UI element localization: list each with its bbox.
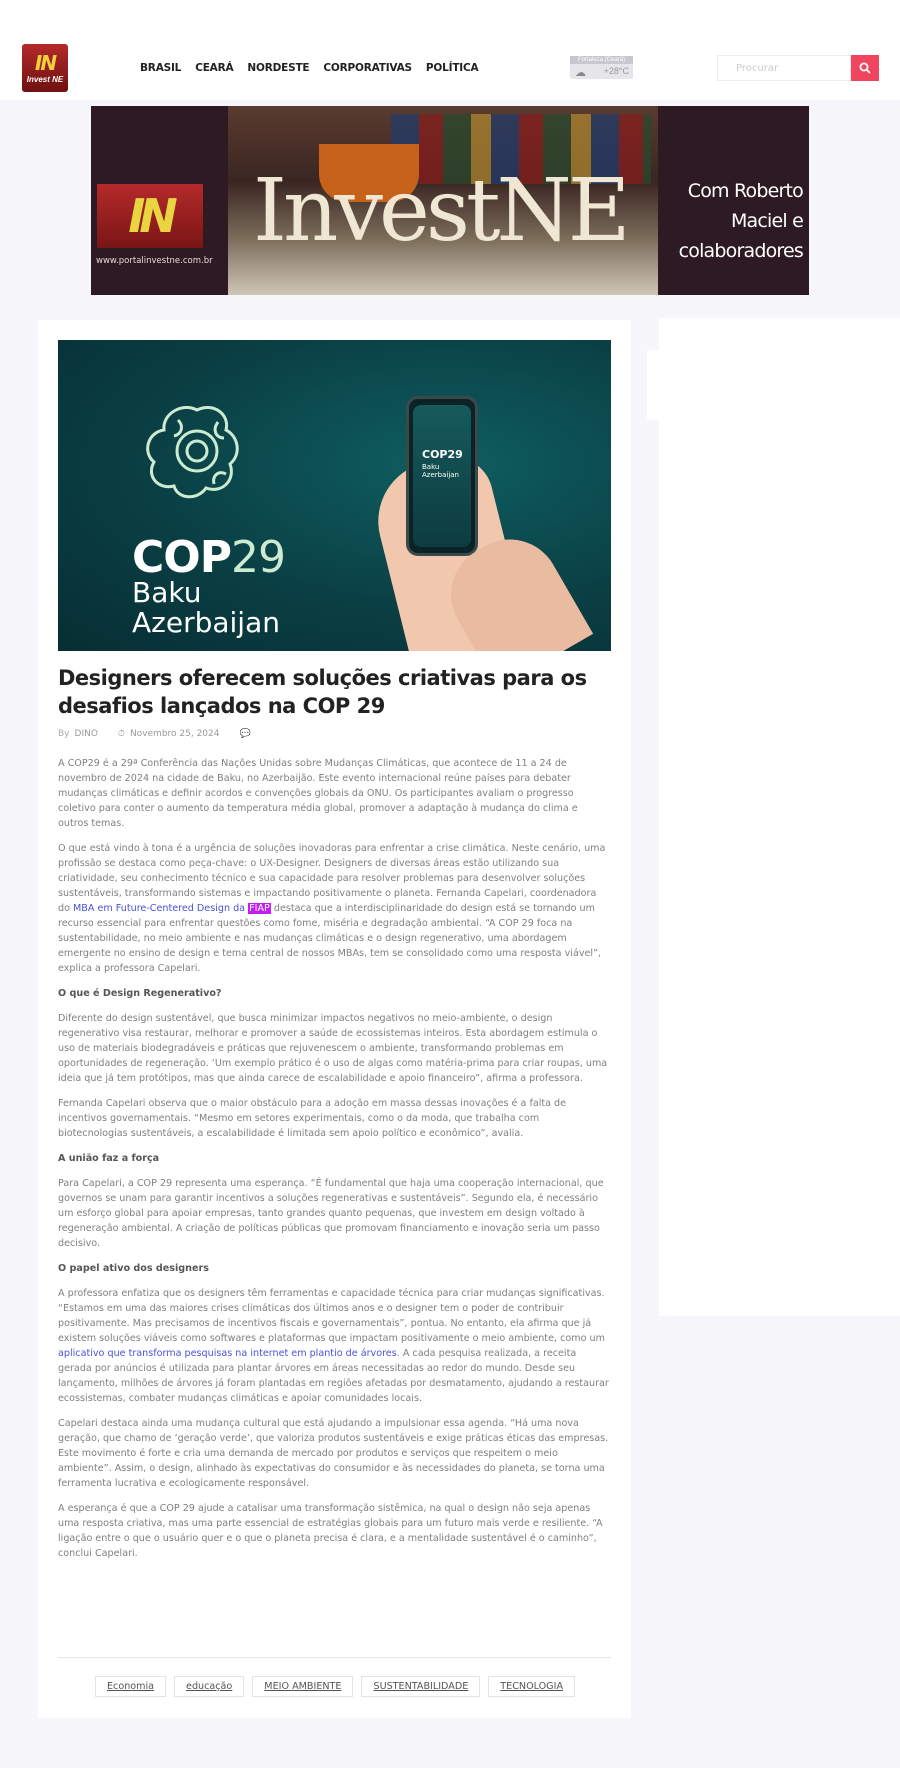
tag-tecnologia[interactable]: TECNOLOGIA <box>488 1676 575 1697</box>
paragraph-text: O que está vindo à tona é a urgência de soluções inovadoras para enfrentar a crise climática. Neste cenário, uma profissão se destaca como peça-chave: o UX-Designer. Designers de diversas áreas estão utilizando sua criatividade, seu conhecimento técnico e sua capacidade para resolver problemas para desenvolver soluções sustentáveis, transformando sistemas e impactando positivamente o planeta. Fernanda Capelari, coordenadora do <box>58 843 606 914</box>
hero-cop-number: 29 <box>230 532 285 583</box>
section-heading: A união faz a força <box>58 1153 160 1164</box>
hero-phone <box>406 396 478 556</box>
logo-mark: IN <box>34 50 56 75</box>
mba-link[interactable] <box>73 903 271 914</box>
main-nav <box>140 62 478 74</box>
hero-cop-word: COP <box>132 532 231 583</box>
section-heading: O que é Design Regenerativo? <box>58 988 222 999</box>
site-header <box>0 0 900 100</box>
phone-city-line2: Azerbaijan <box>422 471 459 479</box>
search-input[interactable] <box>718 57 850 81</box>
author-link[interactable]: DINO <box>74 729 98 739</box>
banner-logo <box>97 184 203 248</box>
paragraph-text: destaca que a interdisciplinaridade do design está se tornando um recurso essencial para enfrentar questões como fome, miséria e degradação ambiental. “A COP 29 foca na sustentabilidade, no meio ambiente e nas mudanças climáticas e o design regenerativo, uma abordagem emergente no ensino de design e tema central de nossos MBAs, tem se consolidado como uma resposta viável”, explica a professora Capelari. <box>58 903 602 974</box>
paragraph-text: . A cada pesquisa realizada, a receita gerada por anúncios é utilizada para plantar árvores em áreas necessitadas ao redor do mundo. Desde seu lançamento, milhões de árvores já foram plantadas em regiões afetadas por desmatamento, ajudando a restaurar ecossistemas, combater mudanças climáticas e apoiar comunidades locais. <box>58 1348 609 1404</box>
tag-economia[interactable]: Economia <box>95 1676 166 1697</box>
banner-tagline: Com Roberto Maciel e colaboradores <box>678 180 803 262</box>
logo-text: Invest NE <box>26 74 64 84</box>
section-heading: O papel ativo dos designers <box>58 1263 209 1274</box>
article-body <box>58 756 611 1571</box>
paragraph: Para Capelari, a COP 29 representa uma esperança. “É fundamental que haja uma cooperação internacional, que governos se unam para garantir incentivos a soluções regenerativas e sustentáveis”. Segundo ela, é necessário um esforço global para apoiar empresas, tanto grandes quanto pequenas, que investem em design voltado à regeneração ambiental. A criação de políticas públicas que promovam financiamento e inovação seria um passo decisivo. <box>58 1178 604 1249</box>
by-label: By <box>58 729 70 739</box>
article-date: Novembro 25, 2024 <box>129 729 220 739</box>
phone-city-label <box>422 463 459 479</box>
search-icon <box>859 62 871 74</box>
hero-city-line1: Baku <box>132 576 202 609</box>
paragraph: A COP29 é a 29ª Conferência das Nações Unidas sobre Mudanças Climáticas, que acontece de 11 a 24 de novembro de 2024 na cidade de Baku, no Azerbaijão. Este evento internacional reúne países para debater mudanças climáticas e definir acordos e convenções globais da ONU. Os participantes avaliam o progresso coletivo para conter o aumento da temperatura média global, promover a adaptação à mudança do clima e outros temas. <box>58 758 578 829</box>
search-button[interactable] <box>851 55 879 81</box>
tag-list <box>95 1676 575 1697</box>
phone-cop-label: COP29 <box>422 448 463 461</box>
banner-title: InvestNE <box>253 161 627 261</box>
tag-meio-ambiente[interactable]: MEIO AMBIENTE <box>252 1676 353 1697</box>
fiap-highlight: FIAP <box>249 903 270 914</box>
app-link[interactable]: aplicativo que transforma pesquisas na internet em plantio de árvores <box>58 1348 397 1359</box>
comment-icon[interactable]: 💬 <box>239 729 251 739</box>
article-title: Designers oferecem soluções criativas para os desafios lançados na COP 29 <box>58 666 587 718</box>
mba-link-text: MBA em Future-Centered Design da <box>73 903 249 914</box>
nav-item-brasil[interactable]: BRASIL <box>140 62 182 74</box>
paragraph <box>58 1286 611 1406</box>
paragraph <box>58 841 611 976</box>
paragraph-text: A professora enfatiza que os designers têm ferramentas e capacidade técnica para criar mudanças significativas. “Estamos em uma das maiores crises climáticas dos últimos anos e o designer tem o poder de contribuir positivamente. Mas precisamos de incentivos fiscais e governamentais”, pontua. No entanto, ela afirma que já existem soluções viáveis como softwares e plataformas que impactam positivamente o meio ambiente, como um <box>58 1288 605 1344</box>
weather-city: Fortaleza (Ceará) <box>570 56 633 64</box>
site-logo[interactable] <box>22 44 68 92</box>
paragraph: Diferente do design sustentável, que busca minimizar impactos negativos no meio-ambiente, o design regenerativo visa restaurar, melhorar e promover a saúde de ecossistemas inteiros. Esta abordagem estimula o uso de materiais biodegradáveis e práticas que rejuvenescem o ambiente, transformando problemas em oportunidades de regeneração. ‘Um exemplo prático é o uso de algas como matéria-prima para criar roupas, uma ideia que já tem protótipos, mas que ainda carece de escalabilidade e apoio financeiro”, afirma a professora. <box>58 1013 608 1084</box>
clock-icon: ⏱ <box>117 729 125 739</box>
sidebar <box>659 318 900 1316</box>
article-meta <box>58 729 251 739</box>
hero-city-line2: Azerbaijan <box>132 606 280 639</box>
search-box <box>717 55 851 81</box>
paragraph: Fernanda Capelari observa que o maior obstáculo para a adoção em massa dessas inovações é a falta de incentivos governamentais. “Mesmo em setores experimentais, como o da moda, que trabalha com biotecnologias sustentáveis, a escalabilidade é limitada sem apoio político e econômico”, avalia. <box>58 1098 567 1139</box>
phone-city-line1: Baku <box>422 463 440 471</box>
featured-image <box>58 340 611 651</box>
tag-sustentabilidade[interactable]: SUSTENTABILIDADE <box>361 1676 480 1697</box>
nav-item-ceara[interactable]: CEARÁ <box>195 62 234 74</box>
sidebar-notch <box>647 350 659 420</box>
nav-item-politica[interactable]: POLÍTICA <box>425 62 479 74</box>
nav-item-corporativas[interactable]: CORPORATIVAS <box>323 62 412 74</box>
weather-widget <box>570 56 633 79</box>
banner-url: www.portalinvestne.com.br <box>96 256 213 266</box>
weather-temp: +28°C <box>603 66 629 76</box>
hero-city <box>132 578 280 638</box>
paragraph: Capelari destaca ainda uma mudança cultural que está ajudando a impulsionar essa agenda. “Há uma nova geração, que chamo de ‘geração verde’, que valoriza produtos sustentáveis e exige práticas éticas das empresas. Este movimento é forte e cria uma demanda de mercado por produtos e serviços que respeitem o meio ambiente”. Assim, o design, alinhado às expectativas do consumidor e às necessidades do planeta, se torna uma ferramenta lucrativa e ecologicamente responsável. <box>58 1418 609 1489</box>
nav-item-nordeste[interactable]: NORDESTE <box>247 62 310 74</box>
header-banner[interactable] <box>91 106 809 295</box>
paragraph: A esperança é que a COP 29 ajude a catalisar uma transformação sistêmica, na qual o design não seja apenas uma resposta criativa, mas uma parte essencial de estratégias globais para um futuro mais verde e resiliente. “A ligação entre o que o usuário quer e o que o planeta precisa é clara, e a mentalidade sustentável é o caminho”, conclui Capelari. <box>58 1503 603 1559</box>
tags-divider <box>58 1657 611 1658</box>
partly-cloudy-icon: ☁ <box>575 66 586 79</box>
banner-logo-mark: IN <box>128 189 172 243</box>
tag-educacao[interactable]: educação <box>174 1676 244 1697</box>
cop29-emblem-icon <box>138 392 256 510</box>
